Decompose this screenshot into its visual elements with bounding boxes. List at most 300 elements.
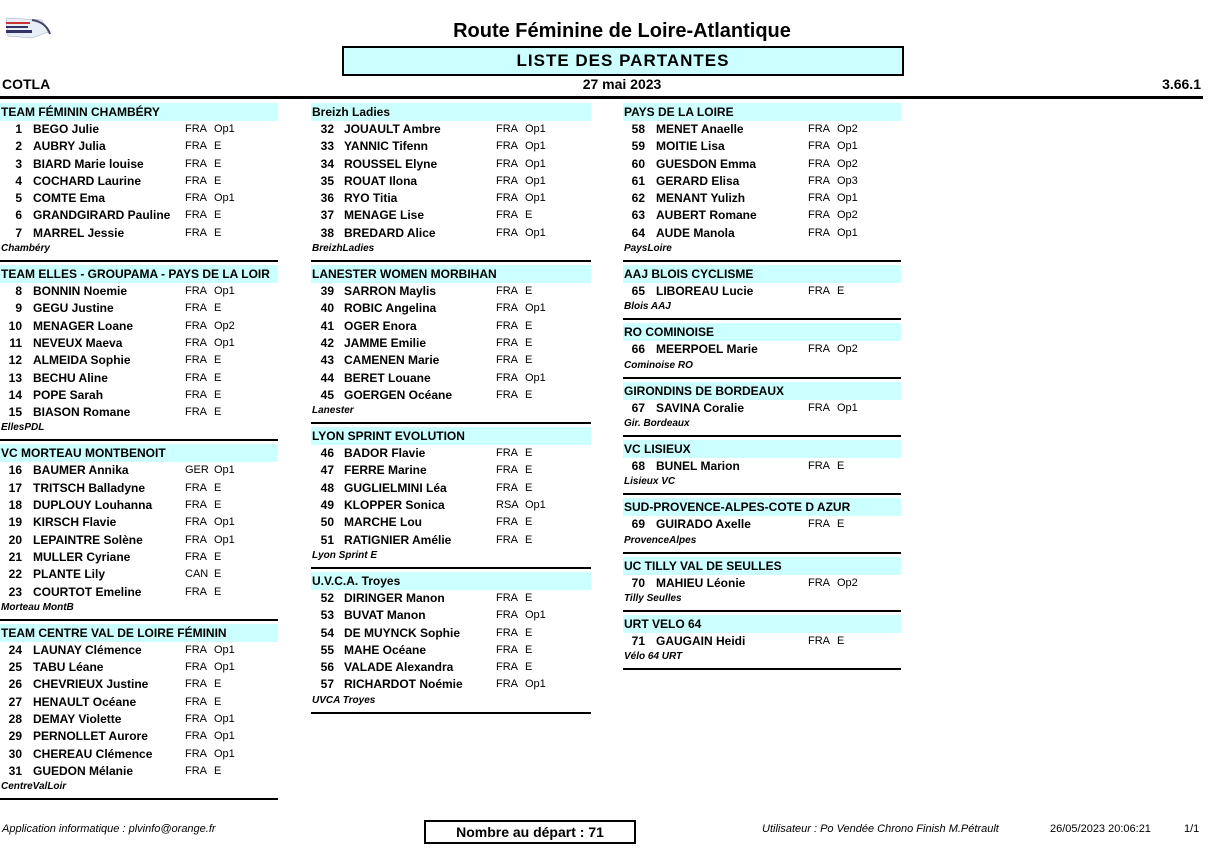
rider-nationality: FRA <box>808 518 830 531</box>
team-short-name: Lanester <box>312 405 354 417</box>
rider-row <box>0 659 278 676</box>
rider-number: 27 <box>8 694 22 709</box>
rider-row <box>311 173 591 190</box>
rider-name: LEPAINTRE Solène <box>33 532 143 547</box>
rider-number: 46 <box>320 446 334 461</box>
rider-number: 36 <box>320 191 334 206</box>
column-3 <box>623 103 901 673</box>
rider-row <box>311 514 591 531</box>
rider-category: Op1 <box>525 226 546 239</box>
rider-name: VALADE Alexandra <box>344 660 454 675</box>
rider-name: GRANDGIRARD Pauline <box>33 208 171 223</box>
rider-number: 53 <box>320 608 334 623</box>
rider-category: E <box>525 447 533 460</box>
rider-number: 33 <box>320 139 334 154</box>
rider-nationality: FRA <box>496 140 518 153</box>
rider-nationality: FRA <box>808 174 830 187</box>
rider-name: GEGU Justine <box>33 301 114 316</box>
team-block <box>623 498 901 553</box>
rider-number: 1 <box>15 122 22 136</box>
rider-nationality: FRA <box>808 157 830 170</box>
rider-number: 56 <box>320 660 334 675</box>
rider-row <box>311 190 591 207</box>
rider-row <box>0 711 278 728</box>
rider-nationality: FRA <box>808 401 830 414</box>
rider-nationality: FRA <box>808 576 830 589</box>
rider-category: E <box>214 174 222 187</box>
rider-number: 16 <box>8 463 22 478</box>
rider-row <box>623 341 901 358</box>
rider-nationality: FRA <box>185 406 207 419</box>
rider-nationality: FRA <box>496 285 518 298</box>
rider-category: E <box>214 695 222 708</box>
rider-category: E <box>525 516 533 529</box>
rider-row <box>623 458 901 475</box>
rider-row <box>623 207 901 224</box>
rider-number: 62 <box>631 191 645 206</box>
rider-name: GUIRADO Axelle <box>656 517 751 532</box>
rider-row <box>311 300 591 317</box>
rider-category: Op1 <box>214 713 235 726</box>
rider-name: MAHIEU Léonie <box>656 575 746 590</box>
rider-nationality: FRA <box>185 140 207 153</box>
team-name: TEAM CENTRE VAL DE LOIRE FÉMININ <box>0 624 278 642</box>
column-2 <box>311 103 591 717</box>
rider-number: 14 <box>8 387 22 402</box>
club-logo <box>2 14 54 42</box>
rider-nationality: FRA <box>185 516 207 529</box>
rider-category: E <box>214 678 222 691</box>
rider-number: 9 <box>15 301 22 316</box>
rider-name: TRITSCH Balladyne <box>33 480 146 495</box>
rider-name: MULLER Cyriane <box>33 549 131 564</box>
rider-number: 20 <box>8 532 22 547</box>
rider-row <box>0 549 278 566</box>
rider-number: 55 <box>320 642 334 657</box>
rider-number: 28 <box>8 712 22 727</box>
team-name: SUD-PROVENCE-ALPES-COTE D AZUR <box>623 498 901 516</box>
rider-category: E <box>525 285 533 298</box>
team-short-name: Chambéry <box>1 243 50 255</box>
rider-row <box>311 207 591 224</box>
rider-row <box>0 156 278 173</box>
rider-category: E <box>525 626 533 639</box>
rider-row <box>311 225 591 242</box>
footer-app-info: Application informatique : plvinfo@orange.fr <box>2 823 216 835</box>
rider-category: Op1 <box>525 499 546 512</box>
rider-name: SARRON Maylis <box>344 284 437 299</box>
rider-nationality: FRA <box>496 516 518 529</box>
rider-number: 70 <box>631 575 645 590</box>
rider-nationality: FRA <box>185 174 207 187</box>
rider-category: E <box>214 226 222 239</box>
rider-number: 52 <box>320 590 334 605</box>
rider-category: E <box>525 591 533 604</box>
rider-nationality: FRA <box>496 388 518 401</box>
rider-row <box>311 532 591 549</box>
rider-number: 61 <box>631 173 645 188</box>
rider-row <box>623 173 901 190</box>
rider-number: 34 <box>320 156 334 171</box>
rider-category: E <box>525 464 533 477</box>
rider-nationality: FRA <box>185 643 207 656</box>
rider-category: E <box>525 336 533 349</box>
rider-row <box>0 462 278 479</box>
rider-number: 17 <box>8 480 22 495</box>
rider-row <box>0 173 278 190</box>
rider-name: COCHARD Laurine <box>33 173 142 188</box>
team-name: VC MORTEAU MONTBENOIT <box>0 444 278 462</box>
rider-row <box>0 584 278 601</box>
rider-name: BIARD Marie louise <box>33 156 144 171</box>
rider-nationality: FRA <box>808 459 830 472</box>
rider-name: DUPLOUY Louhanna <box>33 498 153 513</box>
rider-name: GUEDON Mélanie <box>33 763 134 778</box>
rider-row <box>0 694 278 711</box>
rider-category: E <box>214 585 222 598</box>
team-block <box>311 103 591 262</box>
team-name: VC LISIEUX <box>623 440 901 458</box>
rider-nationality: FRA <box>808 285 830 298</box>
rider-number: 54 <box>320 625 334 640</box>
rider-category: E <box>525 481 533 494</box>
rider-name: ALMEIDA Sophie <box>33 353 131 368</box>
rider-row <box>623 575 901 592</box>
rider-number: 48 <box>320 480 334 495</box>
rider-number: 30 <box>8 746 22 761</box>
rider-number: 43 <box>320 353 334 368</box>
rider-category: E <box>214 157 222 170</box>
rider-number: 22 <box>8 567 22 582</box>
team-short-name: Gir. Bordeaux <box>624 417 690 429</box>
rider-row <box>311 352 591 369</box>
rider-category: Op2 <box>214 319 235 332</box>
team-short-name: Lyon Sprint E <box>312 549 377 561</box>
rider-name: HENAULT Océane <box>33 694 137 709</box>
rider-nationality: FRA <box>496 591 518 604</box>
rider-name: GUESDON Emma <box>656 156 757 171</box>
team-name: TEAM ELLES - GROUPAMA - PAYS DE LA LOIR <box>0 265 278 283</box>
rider-nationality: FRA <box>808 123 830 135</box>
rider-nationality: FRA <box>808 192 830 205</box>
rider-number: 40 <box>320 301 334 316</box>
rider-name: PERNOLLET Aurore <box>33 729 148 744</box>
rider-name: GERARD Elisa <box>656 173 740 188</box>
rider-category: Op2 <box>837 343 858 356</box>
rider-name: AUBERT Romane <box>656 208 757 223</box>
rider-row <box>0 335 278 352</box>
footer-timestamp: 26/05/2023 20:06:21 <box>1050 823 1151 835</box>
rider-name: MARREL Jessie <box>33 225 125 240</box>
rider-category: Op1 <box>214 730 235 743</box>
rider-number: 47 <box>320 463 334 478</box>
rider-row <box>623 121 901 138</box>
rider-number: 11 <box>9 335 22 350</box>
rider-nationality: FRA <box>185 764 207 777</box>
team-block <box>311 265 591 424</box>
team-block <box>0 265 278 441</box>
rider-name: BAUMER Annika <box>33 463 129 478</box>
team-short-name: Lisieux VC <box>624 476 676 488</box>
rider-number: 59 <box>631 139 645 154</box>
rider-nationality: FRA <box>185 678 207 691</box>
rider-row <box>311 462 591 479</box>
rider-category: Op1 <box>525 140 546 153</box>
rider-category: E <box>525 533 533 546</box>
rider-name: RYO Titia <box>344 191 398 206</box>
rider-category: Op1 <box>214 747 235 760</box>
rider-nationality: FRA <box>496 319 518 332</box>
team-short-name: PaysLoire <box>624 243 672 255</box>
rider-number: 24 <box>8 642 22 657</box>
rider-nationality: FRA <box>496 192 518 205</box>
rider-nationality: RSA <box>496 499 519 512</box>
rider-row <box>311 445 591 462</box>
rider-name: MENAGER Loane <box>33 318 134 333</box>
rider-category: E <box>214 209 222 222</box>
rider-category: Op1 <box>214 661 235 674</box>
header-divider <box>0 96 1203 99</box>
rider-category: Op1 <box>837 401 858 414</box>
rider-row <box>623 156 901 173</box>
rider-number: 67 <box>631 400 645 415</box>
rider-number: 18 <box>8 498 22 513</box>
rider-number: 23 <box>8 584 22 599</box>
rider-number: 49 <box>320 498 334 513</box>
rider-number: 58 <box>631 122 645 136</box>
rider-row <box>0 225 278 242</box>
rider-nationality: FRA <box>496 609 518 622</box>
rider-name: RATIGNIER Amélie <box>344 532 452 547</box>
rider-nationality: FRA <box>496 481 518 494</box>
rider-category: Op1 <box>525 174 546 187</box>
rider-category: E <box>214 481 222 494</box>
team-block <box>311 427 591 569</box>
rider-number: 5 <box>15 191 22 206</box>
rider-name: BERET Louane <box>344 370 431 385</box>
rider-row <box>311 138 591 155</box>
rider-row <box>311 625 591 642</box>
rider-name: BIASON Romane <box>33 405 131 420</box>
team-short-name: ProvenceAlpes <box>624 534 697 546</box>
rider-nationality: FRA <box>185 695 207 708</box>
rider-name: DEMAY Violette <box>33 712 122 727</box>
rider-category: E <box>214 354 222 367</box>
rider-category: E <box>525 319 533 332</box>
rider-name: MENANT Yulizh <box>656 191 746 206</box>
rider-row <box>0 746 278 763</box>
page-title: Route Féminine de Loire-Atlantique <box>453 20 791 42</box>
rider-nationality: FRA <box>496 336 518 349</box>
rider-category: Op2 <box>837 576 858 589</box>
team-name: UC TILLY VAL DE SEULLES <box>623 557 901 575</box>
rider-nationality: FRA <box>185 747 207 760</box>
rider-number: 60 <box>631 156 645 171</box>
rider-number: 2 <box>15 139 22 154</box>
rider-nationality: FRA <box>496 533 518 546</box>
rider-row <box>0 728 278 745</box>
software-version: 3.66.1 <box>1162 76 1201 92</box>
rider-nationality: FRA <box>496 157 518 170</box>
rider-name: CHEREAU Clémence <box>33 746 153 761</box>
rider-nationality: FRA <box>185 226 207 239</box>
rider-category: Op2 <box>837 157 858 170</box>
rider-nationality: FRA <box>185 499 207 512</box>
rider-nationality: FRA <box>185 371 207 384</box>
rider-category: Op1 <box>525 678 546 691</box>
rider-row <box>623 190 901 207</box>
race-date: 27 mai 2023 <box>582 76 662 92</box>
rider-nationality: GER <box>185 464 209 477</box>
rider-name: MOITIE Lisa <box>656 139 725 154</box>
rider-row <box>0 387 278 404</box>
rider-category: Op1 <box>837 192 858 205</box>
rider-nationality: FRA <box>496 678 518 691</box>
rider-row <box>0 404 278 421</box>
rider-category: E <box>214 140 222 153</box>
rider-row <box>623 283 901 300</box>
rider-nationality: FRA <box>808 226 830 239</box>
rider-nationality: FRA <box>185 481 207 494</box>
rider-row <box>0 642 278 659</box>
rider-name: GOERGEN Océane <box>344 387 453 402</box>
rider-category: Op1 <box>214 516 235 529</box>
rider-nationality: FRA <box>808 209 830 222</box>
rider-name: MAHE Océane <box>344 642 427 657</box>
team-block <box>623 323 901 378</box>
rider-number: 8 <box>15 284 22 299</box>
rider-number: 31 <box>8 763 22 778</box>
rider-number: 26 <box>8 677 22 692</box>
team-block <box>623 440 901 495</box>
rider-number: 6 <box>15 208 22 223</box>
rider-category: E <box>837 634 845 647</box>
rider-category: E <box>525 209 533 222</box>
rider-number: 39 <box>320 284 334 299</box>
rider-category: Op1 <box>525 157 546 170</box>
rider-name: AUDE Manola <box>656 225 735 240</box>
rider-row <box>623 516 901 533</box>
rider-name: MENET Anaelle <box>656 122 744 136</box>
rider-category: E <box>214 764 222 777</box>
rider-name: LAUNAY Clémence <box>33 642 142 657</box>
rider-name: ROBIC Angelina <box>344 301 437 316</box>
rider-name: ROUSSEL Elyne <box>344 156 438 171</box>
rider-number: 44 <box>320 370 334 385</box>
rider-category: Op1 <box>214 464 235 477</box>
rider-row <box>311 318 591 335</box>
rider-name: MEERPOEL Marie <box>656 342 758 357</box>
rider-name: JAMME Emilie <box>344 335 427 350</box>
rider-nationality: FRA <box>185 302 207 315</box>
rider-name: LIBOREAU Lucie <box>656 284 754 299</box>
rider-row <box>311 387 591 404</box>
rider-name: CHEVRIEUX Justine <box>33 677 149 692</box>
rider-number: 12 <box>8 353 22 368</box>
rider-number: 4 <box>15 173 22 188</box>
rider-name: MARCHE Lou <box>344 515 422 530</box>
rider-name: PLANTE Lily <box>33 567 106 582</box>
rider-nationality: FRA <box>185 123 207 135</box>
rider-row <box>623 138 901 155</box>
team-name: URT VELO 64 <box>623 615 901 633</box>
rider-category: Op1 <box>214 643 235 656</box>
team-name: AAJ BLOIS CYCLISME <box>623 265 901 283</box>
rider-number: 57 <box>320 677 334 692</box>
rider-name: BUVAT Manon <box>344 608 426 623</box>
team-name: TEAM FÉMININ CHAMBÉRY <box>0 103 278 121</box>
rider-nationality: FRA <box>808 343 830 356</box>
rider-category: Op1 <box>214 285 235 298</box>
rider-row <box>311 659 591 676</box>
rider-name: NEVEUX Maeva <box>33 335 123 350</box>
team-block <box>0 103 278 262</box>
rider-nationality: FRA <box>185 285 207 298</box>
team-short-name: Morteau MontB <box>1 601 74 613</box>
rider-row <box>623 225 901 242</box>
rider-name: BADOR Flavie <box>344 446 426 461</box>
rider-name: BUNEL Marion <box>656 458 740 473</box>
team-block <box>311 572 591 714</box>
rider-row <box>311 497 591 514</box>
team-short-name: UVCA Troyes <box>312 694 376 706</box>
rider-nationality: FRA <box>185 192 207 205</box>
team-short-name: Blois AAJ <box>624 301 671 313</box>
rider-name: BECHU Aline <box>33 370 108 385</box>
rider-nationality: FRA <box>185 209 207 222</box>
rider-nationality: FRA <box>496 123 518 135</box>
rider-row <box>0 138 278 155</box>
rider-category: Op1 <box>525 192 546 205</box>
rider-nationality: FRA <box>185 713 207 726</box>
rider-name: MENAGE Lise <box>344 208 425 223</box>
rider-row <box>311 370 591 387</box>
team-name: GIRONDINS DE BORDEAUX <box>623 382 901 400</box>
rider-category: E <box>837 459 845 472</box>
team-name: LANESTER WOMEN MORBIHAN <box>311 265 591 283</box>
rider-category: Op1 <box>525 123 546 135</box>
team-name: LYON SPRINT EVOLUTION <box>311 427 591 445</box>
rider-row <box>0 497 278 514</box>
rider-number: 35 <box>320 173 334 188</box>
rider-name: OGER Enora <box>344 318 417 333</box>
rider-row <box>623 633 901 650</box>
rider-category: Op1 <box>525 371 546 384</box>
rider-row <box>311 335 591 352</box>
rider-number: 29 <box>8 729 22 744</box>
rider-number: 25 <box>8 660 22 675</box>
rider-number: 51 <box>320 532 334 547</box>
rider-number: 71 <box>631 633 645 648</box>
organizer-code: COTLA <box>2 76 51 92</box>
rider-category: Op1 <box>214 336 235 349</box>
rider-category: Op1 <box>214 192 235 205</box>
rider-row <box>0 318 278 335</box>
footer-user: Utilisateur : Po Vendée Chrono Finish M.Pétrault <box>762 823 999 835</box>
rider-row <box>0 676 278 693</box>
rider-row <box>0 207 278 224</box>
rider-category: E <box>837 285 845 298</box>
rider-nationality: FRA <box>496 661 518 674</box>
rider-category: E <box>214 371 222 384</box>
rider-nationality: FRA <box>185 585 207 598</box>
rider-name: DIRINGER Manon <box>344 590 445 605</box>
rider-name: DE MUYNCK Sophie <box>344 625 461 640</box>
rider-category: E <box>837 518 845 531</box>
rider-nationality: FRA <box>185 550 207 563</box>
rider-number: 41 <box>320 318 334 333</box>
rider-category: E <box>214 388 222 401</box>
